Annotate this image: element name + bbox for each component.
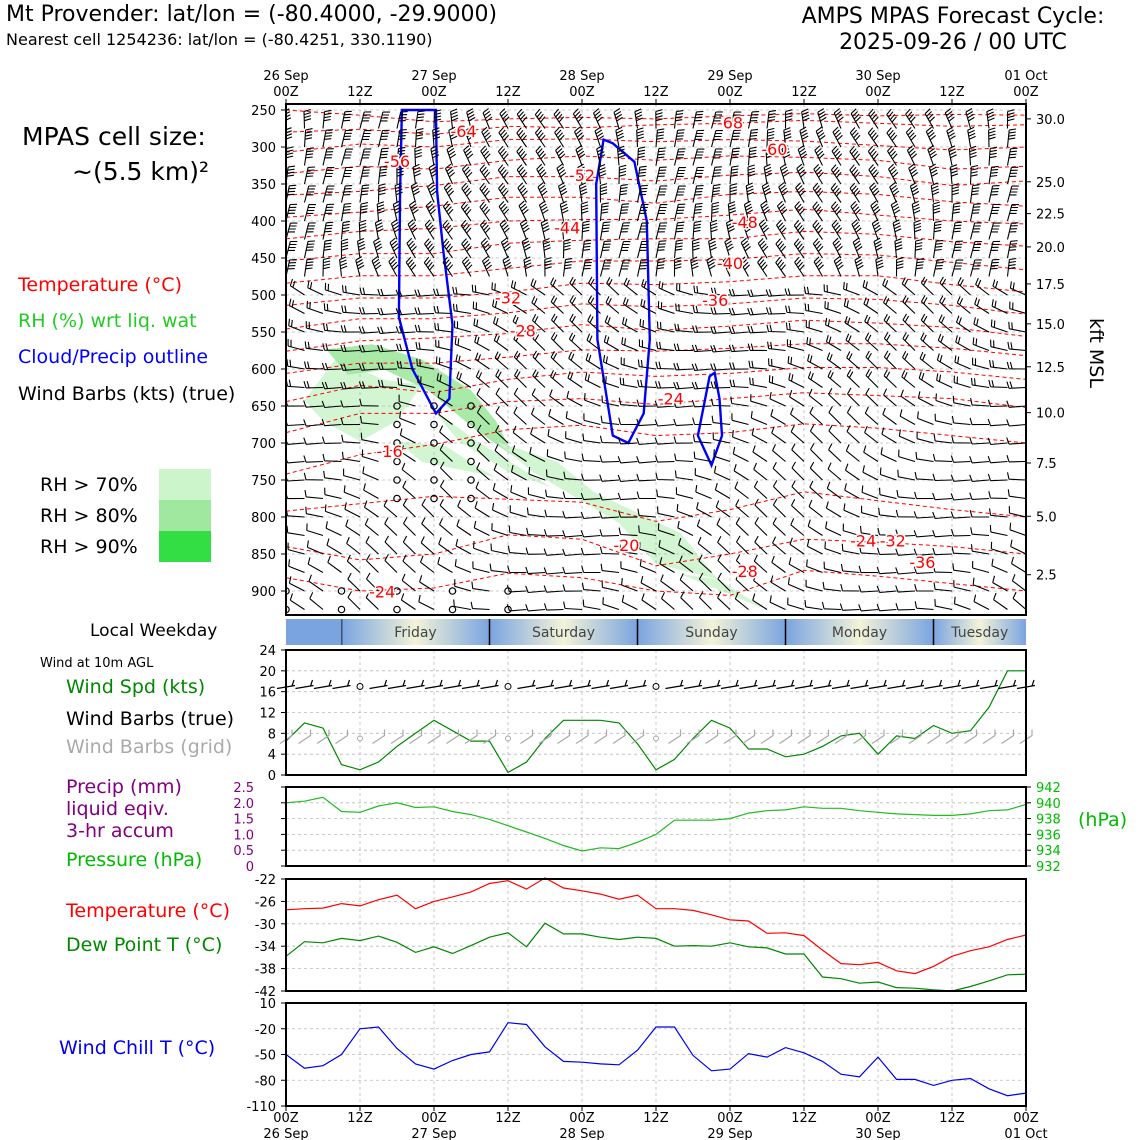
bottom-time-label: 12Z [495,1111,521,1126]
kft-tick-label: 12.5 [1036,360,1065,376]
legend-windchill: Wind Chill T (°C) [59,1037,216,1059]
bottom-time-label: 00Z [421,1111,447,1126]
temperature-label: -20 [613,535,640,555]
temperature-label: -24 [369,582,396,602]
wind-ytick-label: 20 [259,664,276,680]
top-date-label: 01 Oct [1004,69,1048,84]
pressure-unit: (hPa) [1078,809,1128,831]
legend-wind-barbs-grid: Wind Barbs (grid) [66,736,233,758]
bottom-time-label: 00Z [865,1111,891,1126]
legend-precip-2: liquid eqiv. [66,798,169,820]
wind-barb [1026,222,1036,240]
top-time-label: 12Z [643,85,669,100]
temperature-panel [255,873,1026,1000]
bottom-time-label: 12Z [643,1111,669,1126]
precip-ytick-label: 2.0 [233,796,254,812]
weekday-label: Local Weekday [90,621,218,641]
temp-ytick-label: -42 [254,985,276,1000]
rh-level-80: RH > 80% [40,505,138,527]
legend-barbs: Wind Barbs (kts) (true) [18,383,236,405]
temperature-label: -32 [879,531,906,551]
pressure-tick-label: 550 [251,326,276,341]
weekday-lead [286,619,342,645]
precip-ytick-label: 1.0 [233,828,254,844]
bottom-date-label: 29 Sep [707,1127,753,1140]
bottom-time-label: 00Z [569,1111,595,1126]
weekday-name: Tuesday [951,625,1009,641]
temperature-label: -32 [494,288,522,308]
top-date-label: 30 Sep [855,69,901,84]
chill-ytick-label: -20 [254,1022,276,1038]
temperature-label: -56 [383,151,411,171]
pressure-tick-label: 500 [251,289,276,304]
pressure-tick-label: 650 [251,400,276,415]
pressure-ytick-label: 932 [1036,860,1061,875]
pressure-tick-label: 700 [251,437,276,452]
temperature-label: -28 [731,561,758,581]
legend-cloud: Cloud/Precip outline [18,346,209,368]
temperature-label: -44 [554,218,581,238]
temperature-label: -60 [761,139,788,159]
legend-wind-barbs-true: Wind Barbs (true) [66,708,235,730]
temp-ytick-label: -26 [254,895,276,911]
temperature-label: -52 [568,165,596,185]
top-time-label: 00Z [1013,85,1039,100]
kft-tick-label: 25.0 [1036,175,1065,191]
pressure-ytick-label: 936 [1036,828,1061,844]
bottom-date-label: 28 Sep [559,1127,605,1140]
wind-panel [259,644,1035,784]
top-time-label: 12Z [347,85,373,100]
wind-ytick-label: 4 [267,748,276,764]
kft-tick-label: 17.5 [1036,277,1065,293]
cross-section-panel [251,104,1065,615]
weekday-strip [286,619,1026,645]
bottom-time-label: 00Z [273,1111,299,1126]
legend-rh: RH (%) wrt liq. wat [18,310,197,332]
precip-ytick-label: 0.5 [233,844,254,860]
wind-barb [267,456,286,463]
pressure-tick-label: 300 [251,141,276,156]
bottom-date-label: 30 Sep [855,1127,901,1140]
wind-ytick-label: 8 [267,727,276,743]
temp-ytick-label: -38 [254,962,276,978]
station-title: Mt Provender: lat/lon = (-80.4000, -29.9000) [6,2,498,27]
temperature-label: -24 [657,389,684,409]
pressure-tick-label: 850 [251,548,276,563]
legend-wind-spd: Wind Spd (kts) [66,676,206,698]
cell-subtitle: Nearest cell 1254236: lat/lon = (-80.4251, 330.1190) [6,30,433,49]
pressure-tick-label: 350 [251,178,276,193]
kft-axis-label: kft MSL [1085,318,1107,388]
wind-ytick-label: 16 [259,685,276,701]
kft-tick-label: 2.5 [1036,568,1057,584]
pressure-ytick-label: 942 [1036,781,1061,796]
weekday-name: Saturday [531,625,596,641]
precip-ytick-label: 1.5 [233,812,254,828]
pressure-ytick-label: 934 [1036,844,1061,860]
wind-ytick-label: 12 [259,706,276,722]
temperature-label: -16 [376,441,403,461]
bottom-time-label: 00Z [717,1111,743,1126]
precip-ytick-label: 0 [245,860,254,875]
temp-ytick-label: -30 [254,917,276,933]
kft-tick-label: 10.0 [1036,406,1065,422]
chill-ytick-label: -110 [246,1100,276,1115]
kft-tick-label: 22.5 [1036,207,1065,223]
top-time-label: 12Z [791,85,817,100]
wind-barb [1026,130,1036,147]
legend-temp2: Temperature (°C) [66,900,230,922]
temperature-label: -28 [509,321,536,341]
temperature-label: -48 [731,213,758,233]
temperature-label: -36 [909,552,936,572]
forecast-cycle: 2025-09-26 / 00 UTC [839,30,1067,55]
weekday-name: Sunday [685,625,738,641]
kft-tick-label: 7.5 [1036,456,1057,472]
wind-barb [1026,111,1035,129]
precip-ytick-label: 2.5 [233,781,254,796]
top-time-label: 00Z [421,85,447,100]
pressure-panel [233,781,1061,875]
chill-ytick-label: -80 [254,1074,276,1090]
temperature-label: -40 [716,253,744,273]
pressure-tick-label: 800 [251,511,276,526]
bottom-time-label: 12Z [347,1111,373,1126]
weekday-name: Friday [394,625,437,641]
pressure-ytick-label: 940 [1036,796,1061,812]
top-time-label: 12Z [495,85,521,100]
pressure-tick-label: 450 [251,252,276,267]
pressure-tick-label: 600 [251,363,276,378]
weekday-name: Monday [831,625,888,641]
wind-barb [269,562,286,573]
bottom-date-label: 01 Oct [1004,1127,1048,1140]
wind-barb [267,417,286,424]
temperature-label: -68 [716,113,744,133]
kft-tick-label: 15.0 [1036,317,1065,333]
rh-level-90: RH > 90% [40,536,138,558]
pressure-tick-label: 400 [251,215,276,230]
wind-ytick-label: 24 [259,644,276,659]
wind-barb [1026,240,1034,258]
forecast-label: AMPS MPAS Forecast Cycle: [801,4,1105,29]
top-time-label: 00Z [865,85,891,100]
kft-tick-label: 30.0 [1036,112,1065,128]
bottom-time-label: 12Z [939,1111,965,1126]
pressure-tick-label: 900 [251,585,276,600]
wind-barb [269,377,286,387]
kft-tick-label: 5.0 [1036,510,1057,526]
top-time-label: 00Z [273,85,299,100]
wind-barb [268,528,287,536]
chill-ytick-label: 10 [259,997,276,1012]
legend-pressure: Pressure (hPa) [66,849,203,871]
bottom-time-label: 00Z [1013,1111,1039,1126]
bottom-date-label: 27 Sep [411,1127,457,1140]
bottom-time-label: 12Z [791,1111,817,1126]
legend-precip-1: Precip (mm) [66,776,182,798]
temp-ytick-label: -22 [254,873,276,888]
wind-10m-label: Wind at 10m AGL [40,656,154,671]
top-date-label: 28 Sep [559,69,605,84]
top-time-label: 12Z [939,85,965,100]
temperature-label: -24 [850,531,877,551]
top-time-label: 00Z [717,85,743,100]
temperature-label: -64 [450,122,477,142]
legend-dewpoint: Dew Point T (°C) [66,934,223,956]
top-time-label: 00Z [569,85,595,100]
rh-level-70: RH > 70% [40,474,138,496]
pressure-tick-label: 250 [251,104,276,119]
bottom-date-label: 26 Sep [263,1127,309,1140]
legend-precip-3: 3-hr accum [66,820,174,842]
pressure-ytick-label: 938 [1036,812,1061,828]
windchill-panel [246,997,1026,1115]
temperature-label: -36 [702,290,729,310]
legend-temperature: Temperature (°C) [18,274,182,296]
cell-size-line2: ~(5.5 km)² [72,157,210,186]
wind-ytick-label: 0 [267,769,276,784]
wind-barb [267,493,286,500]
cell-size-line1: MPAS cell size: [22,122,206,151]
pressure-tick-label: 750 [251,474,276,489]
kft-tick-label: 20.0 [1036,240,1065,256]
chill-ytick-label: -50 [254,1048,276,1064]
temp-ytick-label: -34 [254,940,276,956]
top-date-label: 26 Sep [263,69,309,84]
top-date-label: 29 Sep [707,69,753,84]
wind-barb [1026,149,1037,166]
top-date-label: 27 Sep [411,69,457,84]
